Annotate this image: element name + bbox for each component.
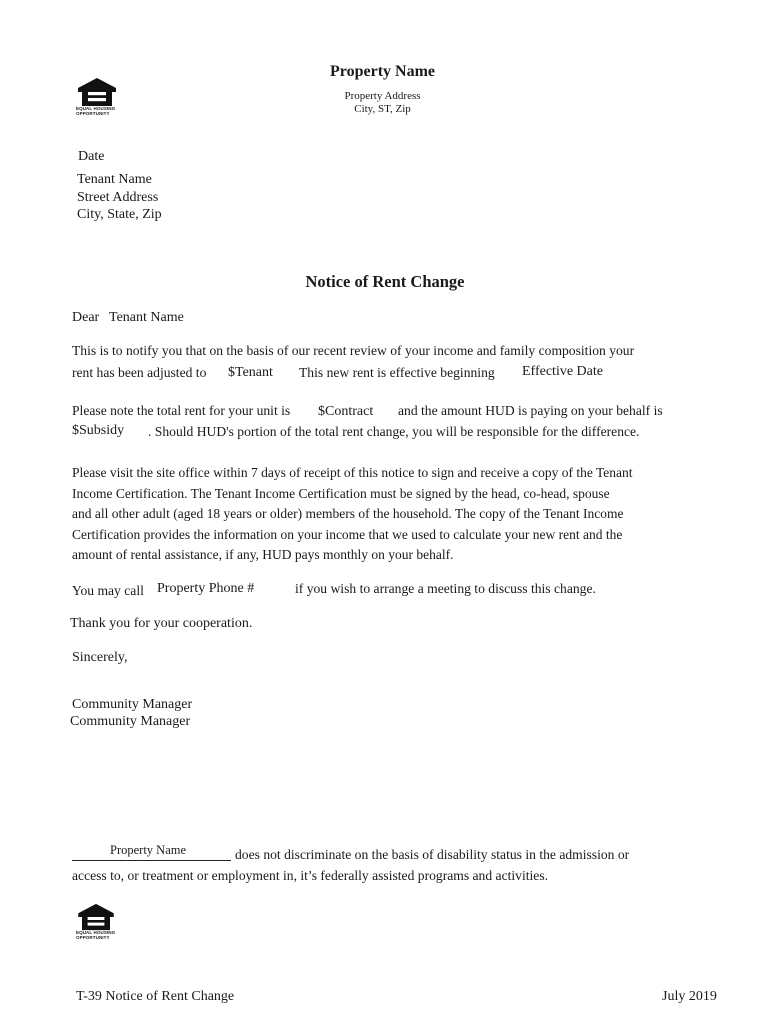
para2-line2-suffix: . Should HUD's portion of the total rent change, you will be responsible for the difference. — [148, 424, 640, 439]
property-city-state-zip: City, ST, Zip — [354, 103, 411, 115]
para4-prefix: You may call — [72, 583, 144, 598]
para3-line: Please visit the site office within 7 days of receipt of this notice to sign and receive a copy of the Tenant — [72, 465, 633, 480]
nondiscrimination-line1: does not discriminate on the basis of disability status in the admission or — [235, 847, 630, 862]
tenant-rent-field[interactable]: $Tenant — [228, 365, 273, 380]
property-address: Property Address — [344, 90, 421, 102]
para3-line: Income Certification. The Tenant Income Certification must be signed by the head, co-head, spouse — [72, 485, 610, 501]
logo-caption: EQUAL HOUSING OPPORTUNITY — [76, 930, 116, 940]
para2-line1-prefix: Please note the total rent for your unit is — [72, 403, 291, 418]
equal-housing-opportunity-icon — [76, 903, 116, 931]
equal-housing-logo-bottom — [76, 903, 118, 941]
footer-form-id: T-39 Notice of Rent Change — [76, 989, 235, 1004]
para3-line: and all other adult (aged 18 years or older) members of the household. The copy of the Tenant Income — [72, 506, 624, 521]
thanks-text: Thank you for your cooperation. — [70, 616, 253, 631]
manager-title-field[interactable]: Community Manager — [70, 714, 191, 729]
logo-caption: EQUAL HOUSING OPPORTUNITY — [76, 106, 116, 116]
nondiscrimination-property-name-field[interactable]: Property Name — [110, 843, 187, 857]
salutation-prefix: Dear — [72, 310, 100, 325]
para3-line: amount of rental assistance, if any, HUD pays monthly on your behalf. — [72, 547, 454, 562]
street-address-field[interactable]: Street Address — [77, 190, 159, 205]
notice-title: Notice of Rent Change — [305, 272, 465, 291]
para2-line1-suffix: and the amount HUD is paying on your behalf is — [398, 403, 663, 418]
manager-name-field[interactable]: Community Manager — [72, 697, 193, 712]
para3 — [72, 463, 633, 566]
salutation-tenant-name-field[interactable]: Tenant Name — [109, 310, 184, 325]
property-name-heading: Property Name — [330, 63, 435, 80]
nondiscrimination-line2: access to, or treatment or employment in, it’s federally assisted programs and activities. — [72, 868, 549, 883]
property-phone-field[interactable]: Property Phone # — [157, 581, 255, 596]
closing-text: Sincerely, — [72, 650, 128, 665]
para4-suffix: if you wish to arrange a meeting to discuss this change. — [295, 581, 596, 596]
date-field[interactable]: Date — [78, 149, 105, 164]
tenant-name-field[interactable]: Tenant Name — [77, 172, 152, 187]
para1-line2-prefix: rent has been adjusted to — [72, 365, 207, 380]
subsidy-field[interactable]: $Subsidy — [72, 423, 125, 438]
property-name-underline — [72, 860, 231, 861]
para3-line: Certification provides the information on your income that we used to calculate your new rent and the — [72, 526, 623, 542]
para1-effective-text: This new rent is effective beginning — [299, 365, 495, 380]
footer-date: July 2019 — [662, 989, 717, 1004]
para1-line1: This is to notify you that on the basis of our recent review of your income and family composition your — [72, 343, 635, 358]
effective-date-field[interactable]: Effective Date — [522, 364, 603, 379]
contract-rent-field[interactable]: $Contract — [318, 404, 374, 419]
city-state-zip-field[interactable]: City, State, Zip — [77, 207, 162, 222]
